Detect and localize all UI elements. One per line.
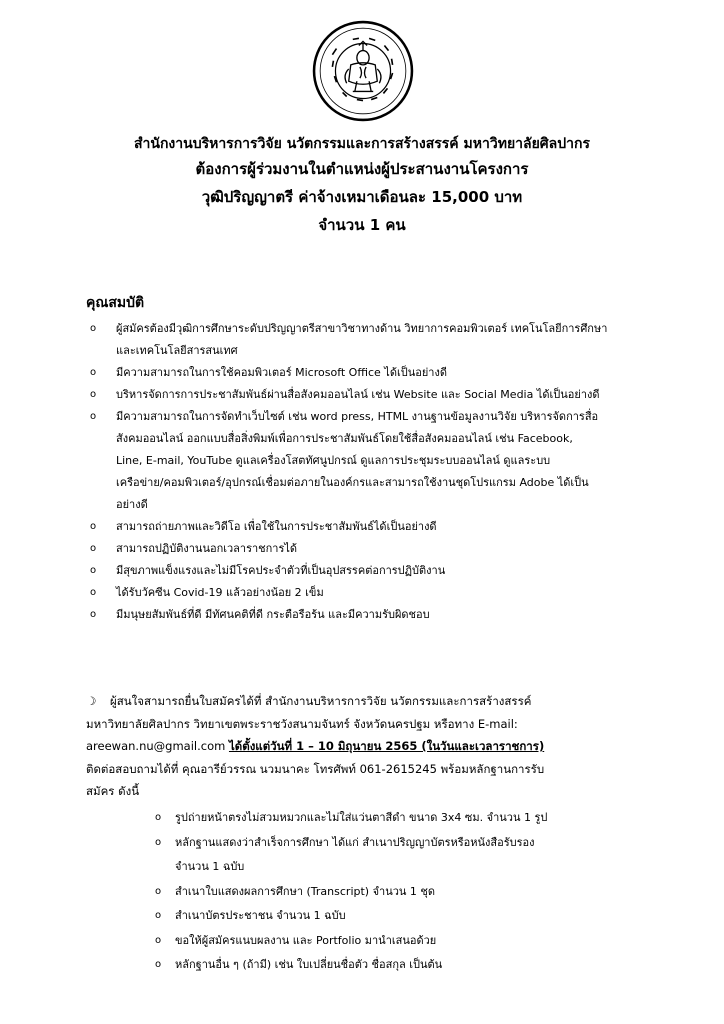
- qualification-item-line: บริหารจัดการการประชาสัมพันธ์ผ่านสื่อสังคมออนไลน์ เช่น Website และ Social Media ได้เป็นอย่างดี: [116, 388, 600, 401]
- qualification-item: [86, 582, 646, 604]
- document-item-line: รูปถ่ายหน้าตรงไม่สวมหมวกและไม่ใส่แว่นตาสีดำ ขนาด 3x4 ซม. จำนวน 1 รูป: [175, 811, 548, 824]
- qualification-item-line: มีสุขภาพแข็งแรงและไม่มีโรคประจำตัวที่เป็นอุปสรรคต่อการปฏิบัติงาน: [116, 564, 446, 577]
- document-item-line: สำเนาใบแสดงผลการศึกษา (Transcript) จำนวน 1 ชุด: [175, 884, 436, 898]
- qualification-item: [86, 516, 646, 538]
- qualification-item: [86, 538, 646, 560]
- bullet-icon: o: [90, 411, 97, 422]
- application-text-1: ผู้สนใจสามารถยื่นใบสมัครได้ที่ สำนักงานบริหารการวิจัย นวัตกรรมและการสร้างสรรค์: [110, 694, 532, 708]
- qualification-item-line: ได้รับวัคซีน Covid-19 แล้วอย่างน้อย 2 เข็ม: [116, 586, 324, 599]
- application-line-1: [86, 690, 646, 713]
- university-seal-icon: [312, 20, 414, 122]
- bullet-icon: o: [90, 587, 97, 598]
- qualification-item: [86, 318, 646, 362]
- headcount-line: จำนวน 1 คน: [318, 216, 406, 234]
- bullet-icon: o: [90, 521, 97, 532]
- application-section: [86, 690, 646, 803]
- bullet-icon: o: [90, 565, 97, 576]
- document-item-line: หลักฐานอื่น ๆ (ถ้ามี) เช่น ใบเปลี่ยนชื่อตัว ชื่อสกุล เป็นต้น: [175, 958, 443, 971]
- qualification-item-line: ผู้สมัครต้องมีวุฒิการศึกษาระดับปริญญาตรีสาขาวิชาทางด้าน วิทยาการคอมพิวเตอร์ เทคโนโลยีการศึกษา: [116, 322, 608, 335]
- qualification-item-line: และเทคโนโลยีสารสนเทศ: [116, 344, 238, 357]
- qualification-item: [86, 604, 646, 626]
- qualification-item-line: มีความสามารถในการใช้คอมพิวเตอร์ Microsoft Office ได้เป็นอย่างดี: [116, 366, 447, 379]
- qualification-item-line: สามารถถ่ายภาพและวิดีโอ เพื่อใช้ในการประชาสัมพันธ์ได้เป็นอย่างดี: [116, 520, 437, 533]
- application-line-4: ติดต่อสอบถามได้ที่ คุณอารีย์วรรณ นวมนาคะ โทรศัพท์ 061-2615245 พร้อมหลักฐานการรับ: [86, 761, 545, 776]
- qualifications-title: คุณสมบัติ: [86, 295, 145, 311]
- document-item-line: จำนวน 1 ฉบับ: [175, 860, 245, 873]
- document-item: [155, 929, 635, 954]
- office-title: สำนักงานบริหารการวิจัย นวัตกรรมและการสร้างสรรค์ มหาวิทยาลัยศิลปากร: [133, 136, 591, 152]
- salary-line: วุฒิปริญญาตรี ค่าจ้างเหมาเดือนละ 15,000 บาท: [201, 188, 523, 206]
- qualification-item-line: อย่างดี: [116, 498, 148, 511]
- qualification-item-line: สามารถปฏิบัติงานนอกเวลาราชการได้: [116, 542, 298, 555]
- qualification-item-line: มีมนุษยสัมพันธ์ที่ดี มีทัศนคติที่ดี กระตือรือร้น และมีความรับผิดชอบ: [116, 608, 430, 621]
- document-item-line: หลักฐานแสดงว่าสำเร็จการศึกษา ได้แก่ สำเนาปริญญาบัตรหรือหนังสือรับรอง: [175, 835, 535, 849]
- qualification-item: [86, 560, 646, 582]
- qualification-item-line: Line, E-mail, YouTube ดูแลเครื่องโสตทัศนูปกรณ์ ดูแลการประชุมระบบออนไลน์ ดูแลระบบ: [116, 454, 551, 467]
- bullet-icon: o: [155, 812, 162, 823]
- document-item: [155, 831, 635, 880]
- bullet-icon: o: [90, 609, 97, 620]
- bullet-icon: o: [90, 367, 97, 378]
- documents-list: [155, 806, 635, 978]
- bullet-glyph: ☽: [86, 694, 97, 708]
- position-title: ต้องการผู้ร่วมงานในตำแหน่งผู้ประสานงานโครงการ: [195, 160, 529, 178]
- application-line-5: สมัคร ดังนี้: [86, 784, 140, 798]
- bullet-icon: o: [155, 934, 162, 946]
- qualification-item: [86, 406, 646, 516]
- bullet-icon: o: [155, 959, 162, 970]
- qualification-item-line: เครือข่าย/คอมพิวเตอร์/อุปกรณ์เชื่อมต่อภายในองค์กรและสามารถใช้งานชุดโปรแกรม Adobe ได้เป็น: [116, 476, 589, 489]
- document-item-line: สำเนาบัตรประชาชน จำนวน 1 ฉบับ: [175, 909, 346, 922]
- bullet-icon: o: [90, 543, 97, 554]
- bullet-icon: o: [155, 836, 162, 848]
- qualification-item-line: มีความสามารถในการจัดทำเว็บไซต์ เช่น word press, HTML งานฐานข้อมูลงานวิจัย บริหารจัดการสื่อ: [116, 410, 599, 423]
- document-item: [155, 953, 635, 978]
- bullet-icon: o: [90, 323, 97, 334]
- qualifications-list: [86, 318, 646, 626]
- application-line-2: มหาวิทยาลัยศิลปากร วิทยาเขตพระราชวังสนามจันทร์ จังหวัดนครปฐม หรือทาง E-mail:: [86, 716, 518, 731]
- application-dates: ได้ตั้งแต่วันที่ 1 – 10 มิถุนายน 2565 (ในวันและเวลาราชการ): [228, 739, 545, 753]
- bullet-icon: o: [90, 389, 97, 400]
- qualification-item: [86, 362, 646, 384]
- document-item: [155, 904, 635, 929]
- qualification-item-line: สังคมออนไลน์ ออกแบบสื่อสิ่งพิมพ์เพื่อการประชาสัมพันธ์โดยใช้สื่อสังคมออนไลน์ เช่น Facebook,: [116, 432, 573, 445]
- document-item: [155, 806, 635, 831]
- header: [0, 133, 724, 239]
- qualification-item: [86, 384, 646, 406]
- document-item-line: ขอให้ผู้สมัครแนบผลงาน และ Portfolio มานำเสนอด้วย: [175, 933, 437, 947]
- application-line-3: [86, 735, 646, 758]
- bullet-icon: o: [155, 885, 162, 897]
- document-item: [155, 880, 635, 905]
- bullet-icon: o: [155, 910, 162, 921]
- contact-email: areewan.nu@gmail.com: [86, 739, 226, 753]
